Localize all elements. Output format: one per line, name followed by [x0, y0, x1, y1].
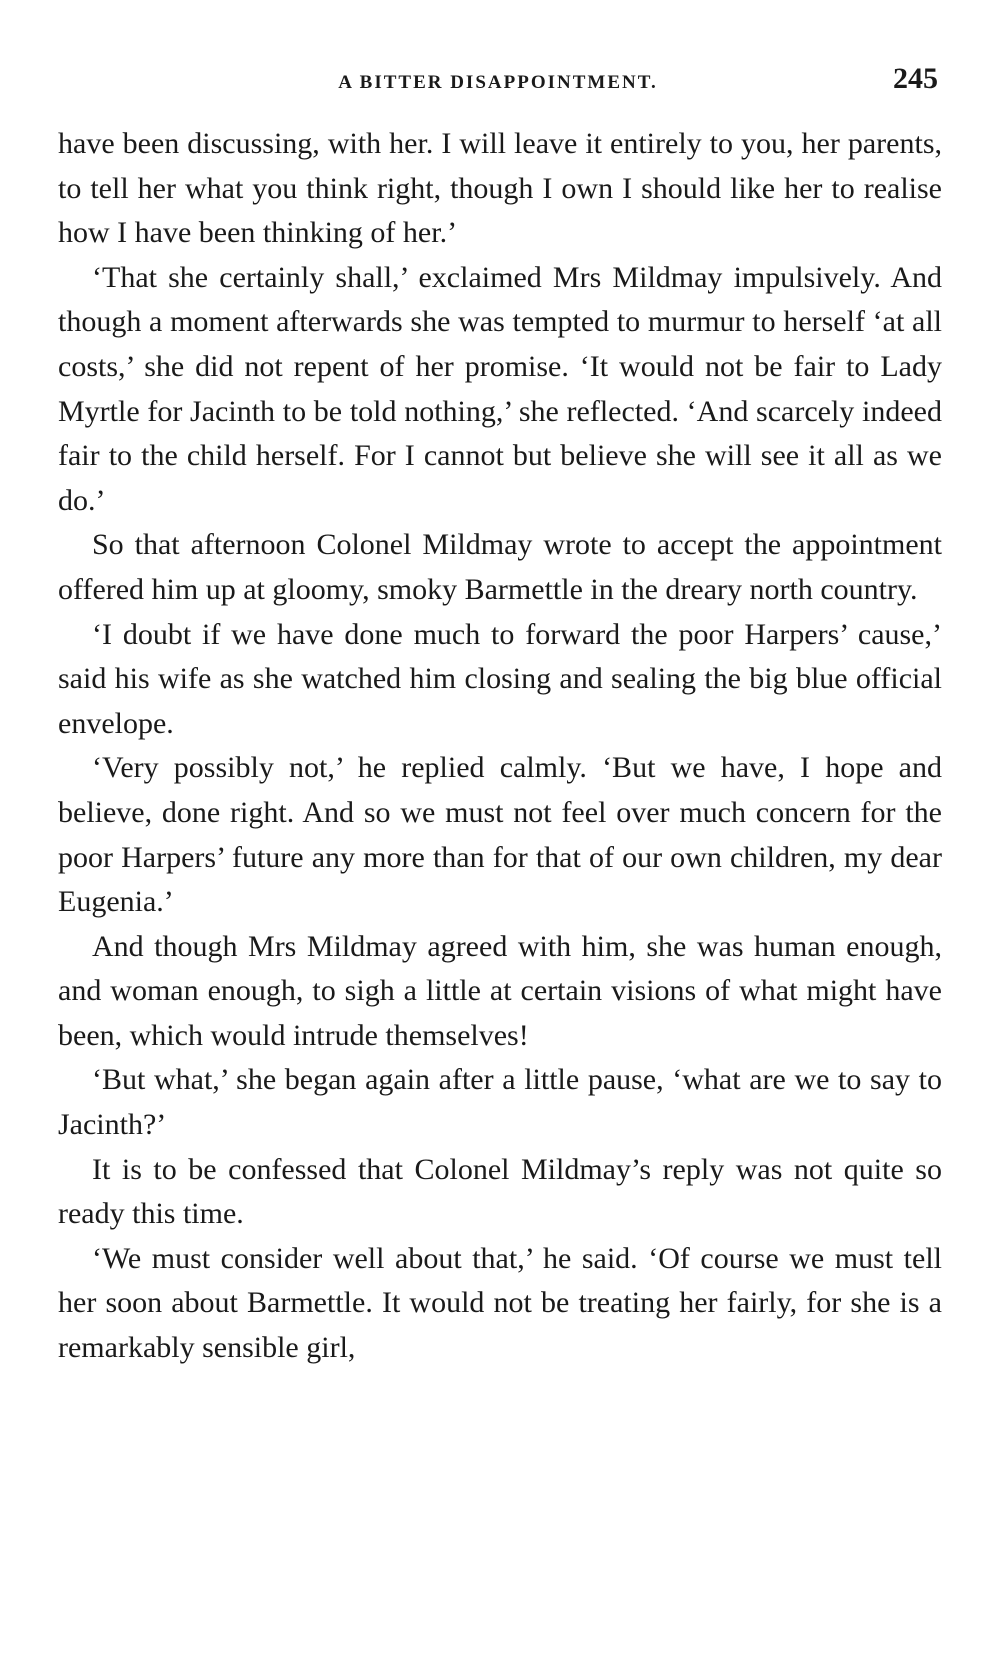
- paragraph-continues: ‘We must consider well about that,’ he said. ‘Of course we must tell her soon about Barmettle. It would not be treating her fairly, for she is a remarkably sensible girl,: [58, 1241, 942, 1365]
- paragraph: And though Mrs Mildmay agreed with him, she was human enough, and woman enough, to sigh a little at certain visions of what might have been, which would intrude themselves!: [58, 929, 942, 1052]
- paragraph: ‘Very possibly not,’ he replied calmly. ‘But we have, I hope and believe, done right. And so we must not feel over much concern for the poor Harpers’ future any more than for that of our own children, my dear Eugenia.’: [58, 751, 942, 919]
- page-number: 245: [893, 62, 938, 95]
- paragraph: It is to be confessed that Colonel Mildmay’s reply was not quite so ready this time.: [58, 1152, 942, 1231]
- paragraph: ‘I doubt if we have done much to forward the poor Harpers’ cause,’ said his wife as she watched him closing and sealing the big blue official envelope.: [58, 617, 942, 740]
- running-head: [58, 62, 938, 102]
- body-text: [58, 122, 942, 1371]
- paragraph: So that afternoon Colonel Mildmay wrote to accept the appointment offered him up at gloomy, smoky Barmettle in the dreary north country.: [58, 528, 942, 606]
- running-title: A BITTER DISAPPOINTMENT.: [338, 72, 658, 93]
- paragraph: ‘That she certainly shall,’ exclaimed Mrs Mildmay impulsively. And though a moment afterwards she was tempted to murmur to herself ‘at all costs,’ she did not repent of her promise. ‘It would not be fair to Lady Myrtle for Jacinth to be told nothing,’ she reflected. ‘And scarcely indeed fair to the child herself. For I cannot but believe she will see it all as we do.’: [58, 260, 942, 517]
- paragraph: ‘But what,’ she began again after a little pause, ‘what are we to say to Jacinth?’: [58, 1063, 942, 1142]
- paragraph-continuation: have been discussing, with her. I will leave it entirely to you, her parents, to tell her what you think right, though I own I should like her to realise how I have been thinking of her.’: [58, 127, 942, 250]
